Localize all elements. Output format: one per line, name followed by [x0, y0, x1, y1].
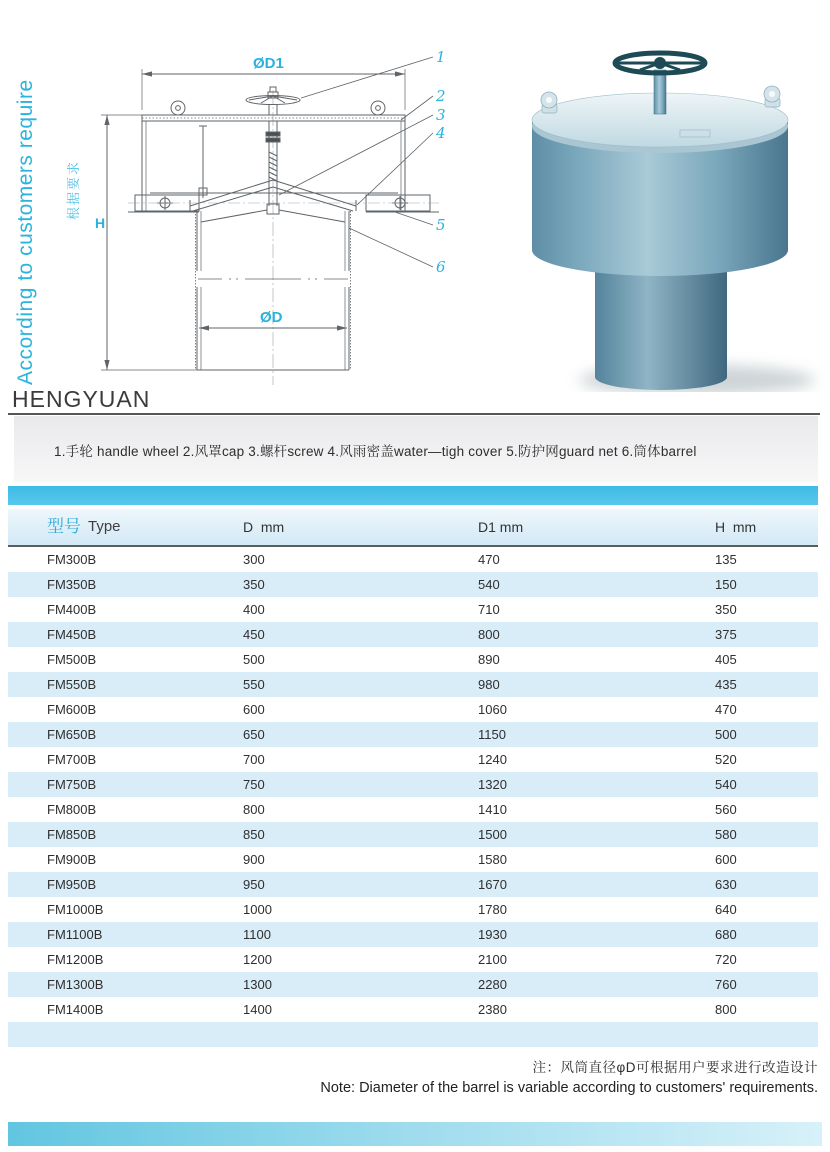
cell-d1: 2100	[478, 952, 507, 967]
cell-d1: 890	[478, 652, 500, 667]
table-row	[8, 722, 818, 747]
cell-d: 450	[243, 627, 265, 642]
cell-h: 720	[715, 952, 737, 967]
cell-h: 135	[715, 552, 737, 567]
table-body	[8, 547, 818, 1022]
mounting-brackets	[128, 195, 439, 212]
header-h: H mm	[715, 519, 757, 535]
cell-d1: 1500	[478, 827, 507, 842]
cell-model: FM1100B	[47, 927, 103, 942]
cell-d: 1300	[243, 977, 272, 992]
cell-d: 750	[243, 777, 265, 792]
cell-d: 950	[243, 877, 265, 892]
lifting-lugs	[171, 101, 385, 115]
table-row	[8, 672, 818, 697]
cell-d1: 1240	[478, 752, 507, 767]
vertical-note-en-text: According to customers require	[14, 79, 37, 385]
photo-lug-left	[541, 92, 557, 113]
table-row	[8, 947, 818, 972]
vertical-note-cn-text: 根据要求	[66, 159, 81, 220]
cell-model: FM700B	[47, 752, 97, 767]
cell-d1: 1580	[478, 852, 507, 867]
cell-h: 150	[715, 577, 737, 592]
cell-d1: 1930	[478, 927, 507, 942]
cell-model: FM850B	[47, 827, 97, 842]
title-rule	[8, 413, 820, 415]
note-english: Note: Diameter of the barrel is variable according to customers' requirements.	[320, 1080, 818, 1096]
table-header	[8, 509, 818, 547]
cell-h: 500	[715, 727, 737, 742]
table-row	[8, 822, 818, 847]
dimension-d1	[142, 69, 405, 110]
brand-title: HENGYUAN	[12, 386, 151, 412]
cell-d: 400	[243, 602, 265, 617]
cell-h: 435	[715, 677, 737, 692]
cell-d1: 710	[478, 602, 500, 617]
table-row	[8, 972, 818, 997]
parts-legend: 1.手轮 handle wheel 2.风罩cap 3.螺杆screw 4.风雨密盖water—tigh cover 5.防护网guard net 6.筒体barrel	[54, 444, 697, 459]
cell-d: 800	[243, 802, 265, 817]
vertical-note-cn	[60, 112, 86, 222]
cell-d1: 2280	[478, 977, 507, 992]
cell-h: 560	[715, 802, 737, 817]
dim-label-d1: ØD1	[253, 55, 284, 72]
header-type-cn: 型号	[47, 517, 81, 536]
cell-d: 900	[243, 852, 265, 867]
dimension-arrows	[104, 71, 405, 370]
header-d1: D1 mm	[478, 519, 524, 535]
table-row	[8, 572, 818, 597]
table-row	[8, 547, 818, 572]
table-accent-bar	[8, 486, 818, 505]
cell-h: 375	[715, 627, 737, 642]
vertical-note-en	[12, 50, 46, 385]
cell-model: FM650B	[47, 727, 97, 742]
header-d: D mm	[243, 519, 285, 535]
cell-model: FM350B	[47, 577, 97, 592]
table-row	[8, 997, 818, 1022]
cell-d1: 2380	[478, 1002, 507, 1017]
cell-d1: 800	[478, 627, 500, 642]
cell-model: FM600B	[47, 702, 97, 717]
cell-model: FM900B	[47, 852, 97, 867]
cell-d1: 470	[478, 552, 500, 567]
cell-d1: 1060	[478, 702, 507, 717]
cell-h: 405	[715, 652, 737, 667]
cell-h: 800	[715, 1002, 737, 1017]
notes-block	[320, 1056, 818, 1096]
cell-d1: 980	[478, 677, 500, 692]
cell-d: 850	[243, 827, 265, 842]
part-number-3: 3	[436, 106, 446, 124]
cell-model: FM800B	[47, 802, 97, 817]
cell-model: FM550B	[47, 677, 97, 692]
photo-lug-right	[764, 86, 780, 107]
table-row	[8, 897, 818, 922]
cell-d1: 540	[478, 577, 500, 592]
cell-d: 1200	[243, 952, 272, 967]
dimension-h	[101, 115, 197, 370]
table-row	[8, 647, 818, 672]
cell-model: FM450B	[47, 627, 97, 642]
cell-d1: 1320	[478, 777, 507, 792]
cell-h: 350	[715, 602, 737, 617]
cell-model: FM500B	[47, 652, 97, 667]
photo-barrel	[595, 257, 727, 390]
footer-accent-bar	[8, 1122, 822, 1146]
cell-h: 520	[715, 752, 737, 767]
cell-d: 300	[243, 552, 265, 567]
dim-label-h: H	[95, 215, 106, 231]
table-row	[8, 772, 818, 797]
table-row	[8, 597, 818, 622]
note-chinese: 注：风筒直径φD可根据用户要求进行改造设计	[532, 1060, 818, 1075]
cell-model: FM300B	[47, 552, 97, 567]
cell-model: FM1300B	[47, 977, 104, 992]
cell-h: 580	[715, 827, 737, 842]
table-row	[8, 747, 818, 772]
cell-h: 680	[715, 927, 737, 942]
cell-d: 1100	[243, 927, 271, 942]
part-number-4: 4	[436, 124, 446, 142]
part-number-5: 5	[436, 216, 446, 234]
cell-h: 540	[715, 777, 737, 792]
cell-d: 550	[243, 677, 265, 692]
table-row	[8, 622, 818, 647]
parts-legend-band	[14, 416, 818, 482]
cell-d1: 1670	[478, 877, 507, 892]
table-row	[8, 797, 818, 822]
cell-d1: 1780	[478, 902, 507, 917]
table-row	[8, 697, 818, 722]
table-row	[8, 922, 818, 947]
cell-h: 640	[715, 902, 737, 917]
cell-model: FM750B	[47, 777, 97, 792]
leader-lines	[279, 57, 433, 267]
part-number-2: 2	[436, 87, 446, 105]
cell-model: FM1400B	[47, 1002, 104, 1017]
inner-rod	[199, 126, 207, 198]
part-number-1: 1	[436, 48, 446, 66]
dim-label-d: ØD	[260, 309, 283, 326]
cell-d: 600	[243, 702, 265, 717]
cell-d1: 1410	[478, 802, 507, 817]
cell-d: 700	[243, 752, 265, 767]
cell-d: 1400	[243, 1002, 272, 1017]
cell-h: 760	[715, 977, 737, 992]
header-type-en: Type	[88, 518, 121, 535]
cell-d: 350	[243, 577, 265, 592]
cell-h: 600	[715, 852, 737, 867]
product-photo	[492, 42, 827, 392]
cell-h: 630	[715, 877, 737, 892]
cell-model: FM950B	[47, 877, 97, 892]
cell-model: FM1000B	[47, 902, 104, 917]
cell-d: 500	[243, 652, 265, 667]
cell-d: 650	[243, 727, 265, 742]
cell-h: 470	[715, 702, 737, 717]
cell-d: 1000	[243, 902, 272, 917]
cell-d1: 1150	[478, 727, 506, 742]
cell-model: FM400B	[47, 602, 97, 617]
table-row-empty	[8, 1022, 818, 1047]
part-number-6: 6	[436, 258, 446, 276]
technical-diagram	[95, 40, 470, 388]
cell-model: FM1200B	[47, 952, 104, 967]
table-row	[8, 872, 818, 897]
table-row	[8, 847, 818, 872]
